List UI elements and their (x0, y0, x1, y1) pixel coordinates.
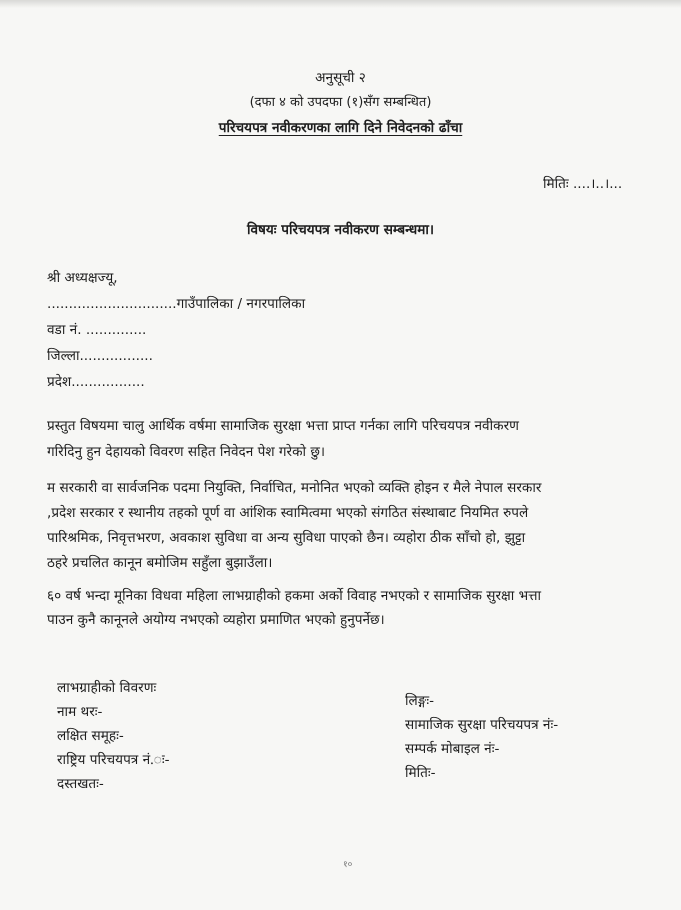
field-signature: दस्तखतः- (57, 776, 104, 792)
paragraph-1-line-1: प्रस्तुत विषयमा चालु आर्थिक वर्षमा सामाजिक सुरक्षा भत्ता प्राप्त गर्नका लागि परिचयपत्र नवीकरण (47, 418, 519, 434)
field-gender: लिङ्गः- (405, 693, 434, 709)
schedule-heading: अनुसूची २ (315, 70, 366, 86)
field-social-security-card: सामाजिक सुरक्षा परिचयपत्र नंः- (405, 717, 559, 733)
field-target-group: लक्षित समूहः- (57, 728, 124, 744)
paragraph-1-line-2: गरिदिनु हुन देहायको विवरण सहित निवेदन पेश गरेको छु। (47, 444, 326, 460)
addressee-district: जिल्ला................. (47, 348, 153, 364)
addressee-ward: वडा नं. .............. (47, 322, 147, 338)
scan-edge (0, 0, 681, 8)
date-line: मितिः ....।..।... (543, 176, 623, 192)
section-reference: (दफा ४ को उपदफा (१)सँग सम्बन्धित) (249, 95, 432, 110)
field-mobile: सम्पर्क मोबाइल नंः- (405, 741, 500, 757)
paragraph-2-line-4: ठहरे प्रचलित कानून बमोजिम सहुँला बुझाउँला। (47, 555, 273, 571)
addressee-salutation: श्री अध्यक्षज्यू, (47, 270, 118, 286)
paragraph-2-line-3: पारिश्रमिक, निवृत्तभरण, अवकाश सुविधा वा अन्य सुविधा पाएको छैन। व्यहोरा ठीक साँचो हो, झुट्टा (47, 530, 526, 546)
subject-line: विषयः परिचयपत्र नवीकरण सम्बन्धमा। (246, 222, 435, 238)
addressee-province: प्रदेश................. (47, 374, 145, 390)
paragraph-2-line-2: ,प्रदेश सरकार र स्थानीय तहको पूर्ण वा आंशिक स्वामित्वमा भएको संगठित संस्थाबाट नियमित रुपले (47, 505, 529, 521)
addressee-municipality: ..............................गाउँपालिका / नगरपालिका (47, 296, 306, 312)
field-name: नाम थरः- (57, 704, 103, 720)
page-number: १० (343, 860, 353, 870)
document-title: परिचयपत्र नवीकरणका लागि दिने निवेदनको ढाँचा (218, 120, 463, 136)
paragraph-3-line-2: पाउन कुनै कानूनले अयोग्य नभएको व्यहोरा प्रमाणित भएको हुनुपर्नेछ। (47, 612, 385, 628)
paragraph-3-line-1: ६० वर्ष भन्दा मूनिका विधवा महिला लाभग्राहीको हकमा अर्को विवाह नभएको र सामाजिक सुरक्षा भत्ता (47, 588, 542, 604)
beneficiary-heading: लाभग्राहीको विवरणः (57, 680, 157, 696)
field-date: मितिः- (405, 765, 436, 781)
field-national-id: राष्ट्रिय परिचयपत्र नं.ः- (57, 752, 170, 768)
paragraph-2-line-1: म सरकारी वा सार्वजनिक पदमा नियुक्ति, निर्वाचित, मनोनित भएको व्यक्ति होइन र मैले नेपाल सरकार (47, 480, 542, 496)
